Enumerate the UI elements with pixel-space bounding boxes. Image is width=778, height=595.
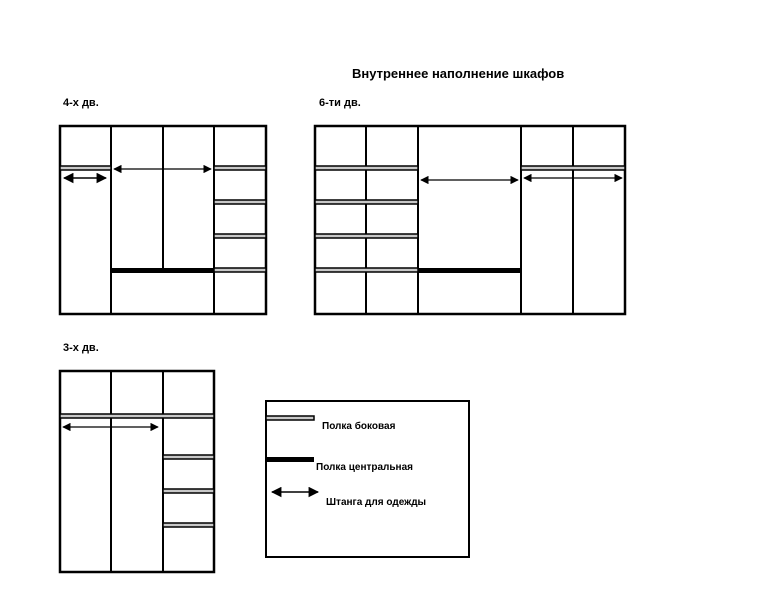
legend-center-shelf-label: Полка центральная [316, 462, 413, 473]
side-shelf [315, 200, 418, 204]
wardrobe-4-door [60, 126, 266, 314]
legend-rail-label: Штанга для одежды [326, 497, 427, 508]
legend-side-shelf-label: Полка боковая [322, 421, 396, 432]
side-shelf [521, 166, 625, 170]
side-shelf [163, 489, 214, 493]
side-shelf [214, 268, 266, 272]
center-shelf [111, 268, 214, 273]
side-shelf [214, 200, 266, 204]
page-title: Внутреннее наполнение шкафов [352, 66, 565, 81]
side-shelf [315, 166, 418, 170]
legend-center-shelf-swatch [266, 457, 314, 462]
wardrobe-3-door [60, 371, 214, 572]
side-shelf [60, 166, 111, 170]
wardrobe-6-door [315, 126, 625, 314]
side-shelf [315, 234, 418, 238]
label-4-door: 4-х дв. [63, 97, 99, 109]
side-shelf [163, 523, 214, 527]
center-shelf [418, 268, 521, 273]
legend-side-shelf-swatch [266, 416, 314, 420]
side-shelf [315, 268, 418, 272]
side-shelf [60, 414, 214, 418]
label-6-door: 6-ти дв. [319, 97, 361, 109]
side-shelf [214, 166, 266, 170]
side-shelf [163, 455, 214, 459]
side-shelf [214, 234, 266, 238]
label-3-door: 3-х дв. [63, 342, 99, 354]
